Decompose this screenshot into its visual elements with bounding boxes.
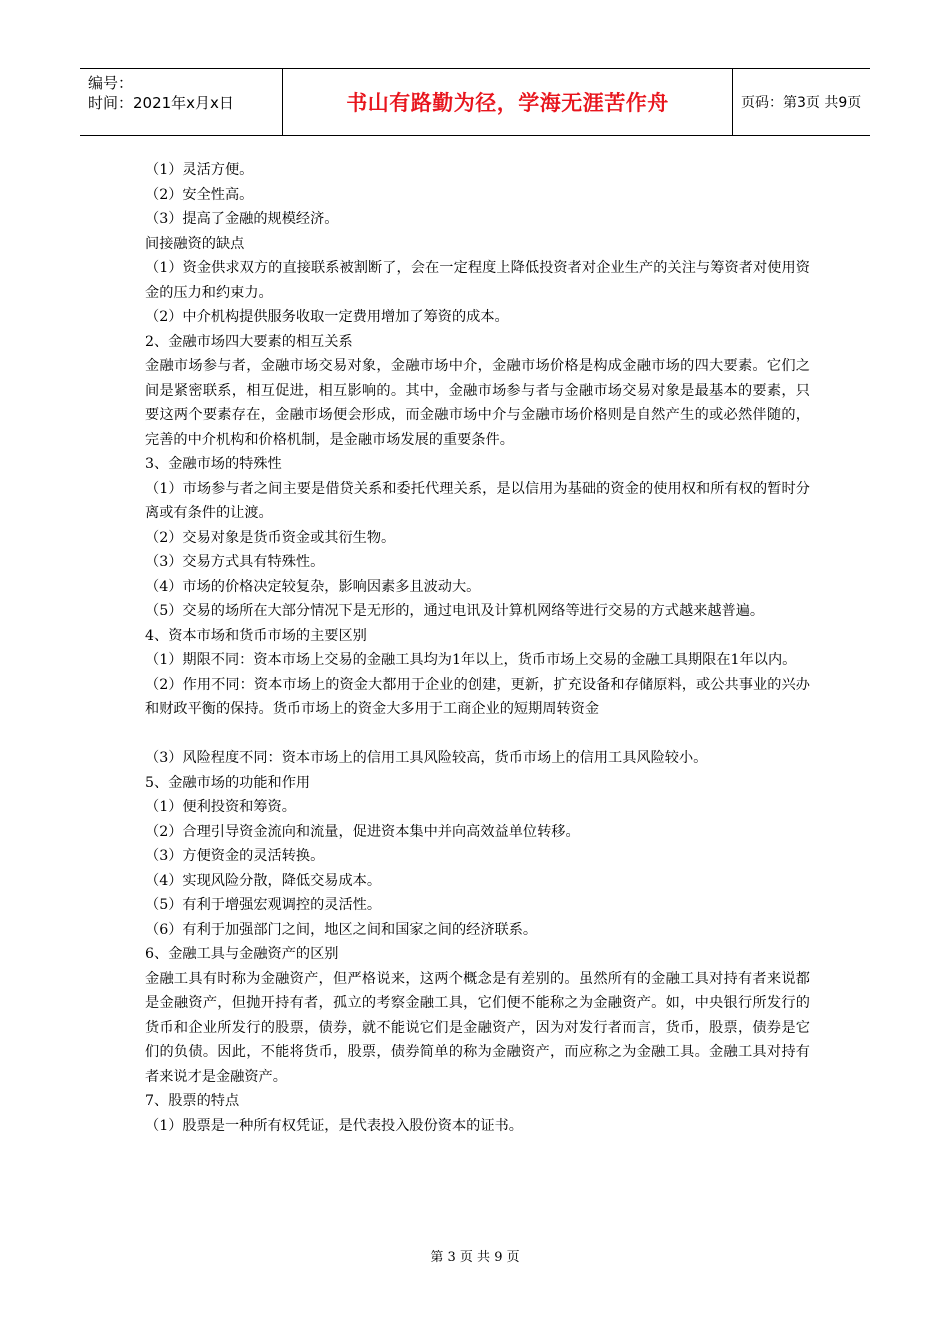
header-page-cell — [733, 69, 870, 135]
section-heading: 3、金融市场的特殊性 — [145, 456, 282, 472]
number-label: 编号： — [88, 74, 134, 92]
header-meta — [80, 69, 283, 135]
date-line: 时间：2021年x月x日 — [88, 94, 234, 112]
page-header — [80, 68, 870, 136]
paragraph: （3）方便资金的灵活转换。 — [145, 848, 325, 864]
footer-page-number: 第 3 页 共 9 页 — [430, 1250, 520, 1265]
page-code: 页码：第3页 共9页 — [741, 95, 862, 111]
paragraph: 金融工具有时称为金融资产，但严格说来，这两个概念是有差别的。虽然所有的金融工具对持有者来说都是金融资产，但抛开持有者，孤立的考察金融工具，它们便不能称之为金融资产。如，中央银行所发行的货币和企业所发行的股票，债券，就不能说它们是金融资产，因为对发行者而言，货币，股票，债券是它们的负债。因此，不能将货币，股票，债券简单的称为金融资产，而应称之为金融工具。金融工具对持有者来说才是金融资产。 — [145, 970, 810, 1085]
paragraph: （3）提高了金融的规模经济。 — [145, 211, 339, 227]
paragraph: （1）市场参与者之间主要是借贷关系和委托代理关系，是以信用为基础的资金的使用权和所有权的暂时分离或有条件的让渡。 — [145, 480, 810, 521]
section-heading: 间接融资的缺点 — [145, 235, 245, 252]
paragraph: （1）便利投资和筹资。 — [145, 799, 296, 815]
paragraph: （3）交易方式具有特殊性。 — [145, 554, 325, 570]
document-body — [145, 158, 810, 1138]
paragraph: （2）安全性高。 — [145, 186, 254, 203]
paragraph: （2）合理引导资金流向和流量，促进资本集中并向高效益单位转移。 — [145, 823, 580, 840]
section-heading: 5、金融市场的功能和作用 — [145, 774, 311, 791]
paragraph: （6）有利于加强部门之间，地区之间和国家之间的经济联系。 — [145, 921, 538, 938]
paragraph: 金融市场参与者，金融市场交易对象，金融市场中介，金融市场价格是构成金融市场的四大要素。它们之间是紧密联系，相互促进，相互影响的。其中，金融市场参与者与金融市场交易对象是最基本的要素，只要这两个要素存在，金融市场便会形成，而金融市场中介与金融市场价格则是自然产生的或必然伴随的，完善的中介机构和价格机制，是金融市场发展的重要条件。 — [145, 358, 810, 448]
paragraph: （1）灵活方便。 — [145, 162, 254, 178]
paragraph: （1）股票是一种所有权凭证，是代表投入股份资本的证书。 — [145, 1117, 523, 1134]
paragraph: （4）市场的价格决定较复杂，影响因素多且波动大。 — [145, 578, 481, 595]
paragraph: （2）交易对象是货币资金或其衍生物。 — [145, 529, 396, 546]
blank-line — [145, 722, 810, 747]
motto: 书山有路勤为径，学海无涯苦作舟 — [346, 91, 669, 115]
paragraph: （1）资金供求双方的直接联系被割断了，会在一定程度上降低投资者对企业生产的关注与筹资者对使用资金的压力和约束力。 — [145, 260, 810, 301]
header-motto-cell — [283, 69, 733, 135]
section-heading: 4、资本市场和货币市场的主要区别 — [145, 627, 367, 644]
section-heading: 7、股票的特点 — [145, 1093, 240, 1109]
paragraph: （2）作用不同：资本市场上的资金大都用于企业的创建，更新，扩充设备和存储原料，或公共事业的兴办和财政平衡的保持。货币市场上的资金大多用于工商企业的短期周转资金 — [145, 676, 810, 717]
paragraph: （5）交易的场所在大部分情况下是无形的，通过电讯及计算机网络等进行交易的方式越来越普遍。 — [145, 603, 765, 619]
paragraph: （5）有利于增强宏观调控的灵活性。 — [145, 897, 382, 913]
paragraph: （3）风险程度不同：资本市场上的信用工具风险较高，货币市场上的信用工具风险较小。 — [145, 750, 708, 766]
paragraph: （1）期限不同：资本市场上交易的金融工具均为1年以上，货币市场上交易的金融工具期限在1年以内。 — [145, 652, 797, 668]
page-footer — [0, 1246, 950, 1265]
paragraph: （4）实现风险分散，降低交易成本。 — [145, 872, 382, 889]
section-heading: 6、金融工具与金融资产的区别 — [145, 946, 339, 962]
paragraph: （2）中介机构提供服务收取一定费用增加了筹资的成本。 — [145, 309, 509, 325]
section-heading: 2、金融市场四大要素的相互关系 — [145, 333, 353, 350]
